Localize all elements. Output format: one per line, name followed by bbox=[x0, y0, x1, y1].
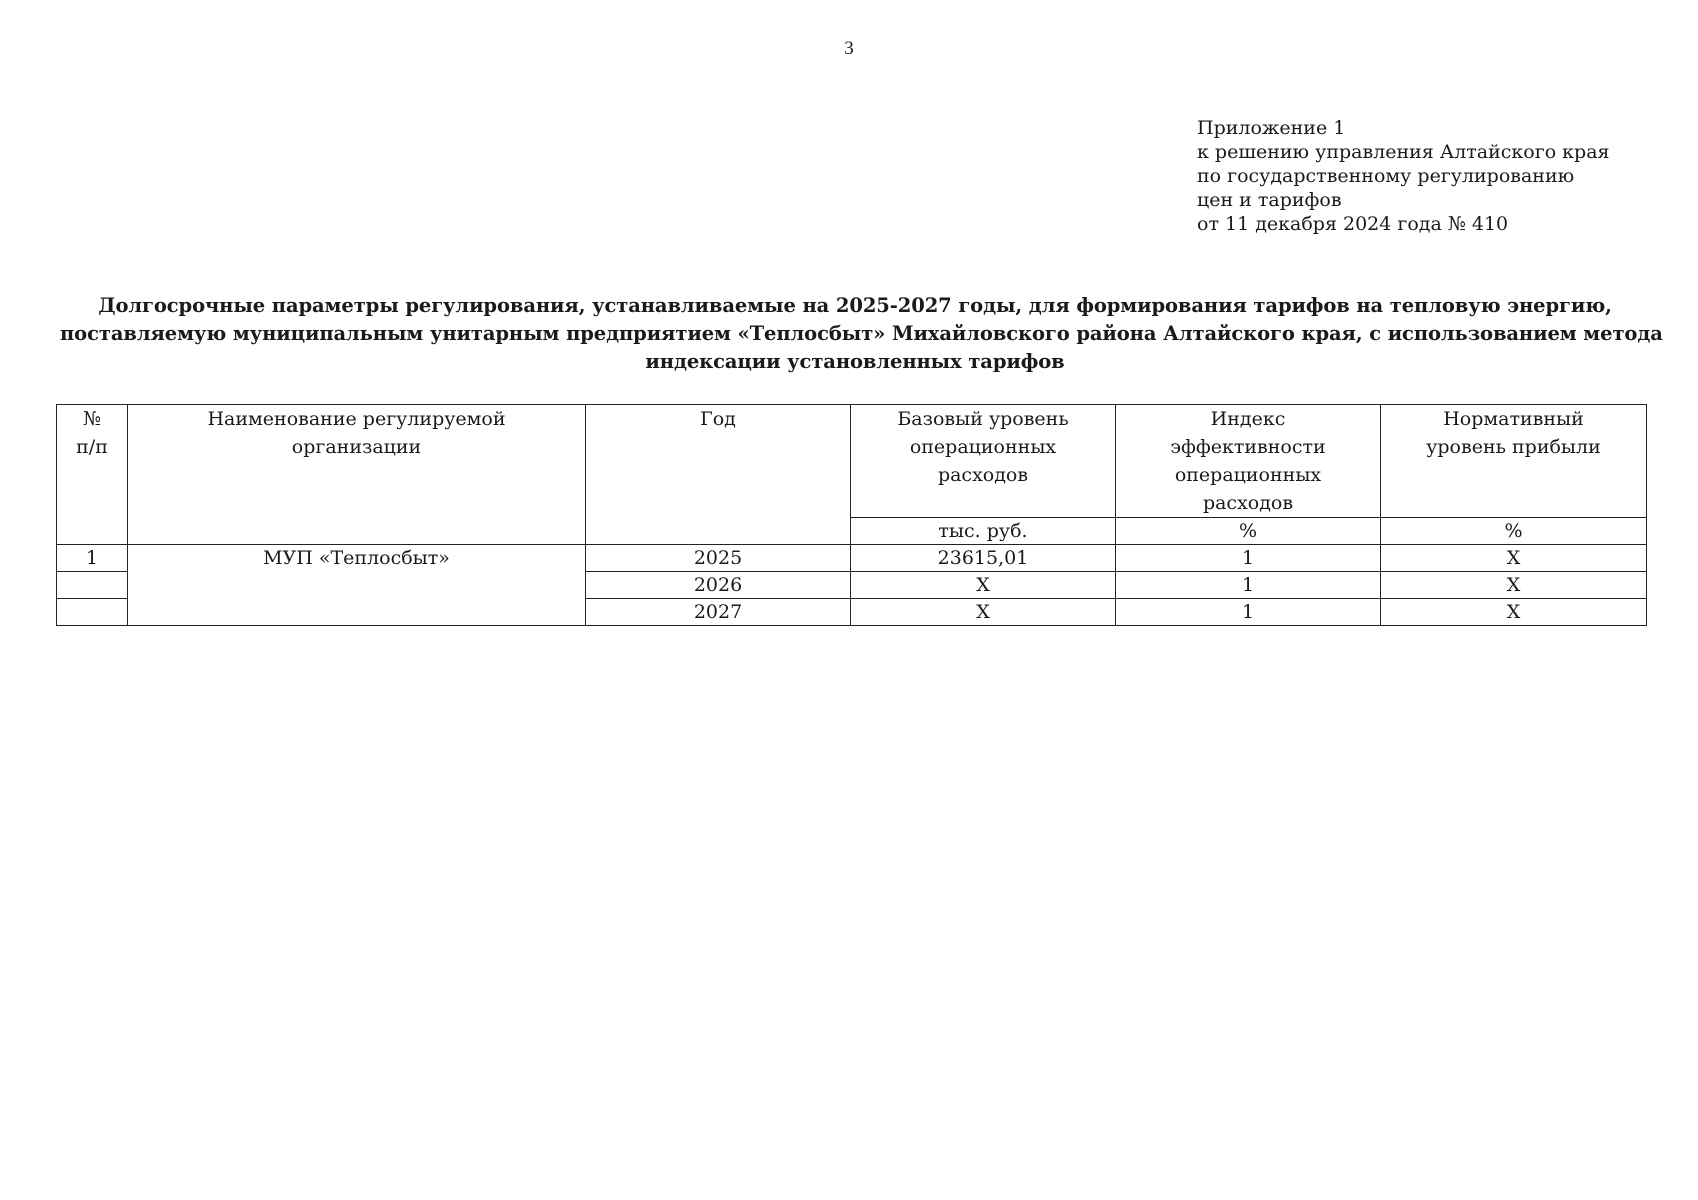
cell-year: 2027 bbox=[586, 599, 851, 626]
row-number-empty bbox=[57, 599, 128, 626]
header-profit-level: Нормативный уровень прибыли bbox=[1381, 405, 1647, 518]
organization-name: МУП «Теплосбыт» bbox=[128, 545, 586, 626]
cell-efficiency-index: 1 bbox=[1116, 599, 1381, 626]
cell-base-level: Х bbox=[851, 572, 1116, 599]
cell-efficiency-index: 1 bbox=[1116, 545, 1381, 572]
cell-profit-level: Х bbox=[1381, 599, 1647, 626]
header-organization: Наименование регулируемой организации bbox=[128, 405, 586, 545]
title-line: Долгосрочные параметры регулирования, устанавливаемые на 2025-2027 годы, для формирования тарифов на тепловую энергию, bbox=[98, 294, 1612, 317]
header-row bbox=[57, 405, 1647, 518]
cell-base-level: Х bbox=[851, 599, 1116, 626]
cell-year: 2026 bbox=[586, 572, 851, 599]
appendix-line: по государственному регулированию bbox=[1197, 165, 1575, 187]
cell-profit-level: Х bbox=[1381, 545, 1647, 572]
table-row bbox=[57, 545, 1647, 572]
title-line: поставляемую муниципальным унитарным предприятием «Теплосбыт» Михайловского района Алтайского края, с использованием метода bbox=[60, 322, 1663, 345]
header-year: Год bbox=[586, 405, 851, 545]
unit-base: тыс. руб. bbox=[851, 518, 1116, 545]
appendix-block bbox=[1197, 116, 1610, 236]
cell-base-level: 23615,01 bbox=[851, 545, 1116, 572]
header-base-level: Базовый уровень операционных расходов bbox=[851, 405, 1116, 518]
document-title bbox=[60, 292, 1663, 376]
unit-profit: % bbox=[1381, 518, 1647, 545]
row-number: 1 bbox=[57, 545, 128, 572]
appendix-line: цен и тарифов bbox=[1197, 189, 1342, 211]
parameters-table bbox=[56, 404, 1647, 626]
cell-year: 2025 bbox=[586, 545, 851, 572]
cell-profit-level: Х bbox=[1381, 572, 1647, 599]
header-efficiency-index: Индекс эффективности операционных расходов bbox=[1116, 405, 1381, 518]
row-number-empty bbox=[57, 572, 128, 599]
appendix-line: от 11 декабря 2024 года № 410 bbox=[1197, 213, 1509, 235]
cell-efficiency-index: 1 bbox=[1116, 572, 1381, 599]
header-num: № п/п bbox=[57, 405, 128, 545]
appendix-line: к решению управления Алтайского края bbox=[1197, 141, 1610, 163]
unit-index: % bbox=[1116, 518, 1381, 545]
title-line: индексации установленных тарифов bbox=[645, 350, 1065, 373]
appendix-line: Приложение 1 bbox=[1197, 117, 1346, 139]
page-number: 3 bbox=[844, 38, 854, 59]
